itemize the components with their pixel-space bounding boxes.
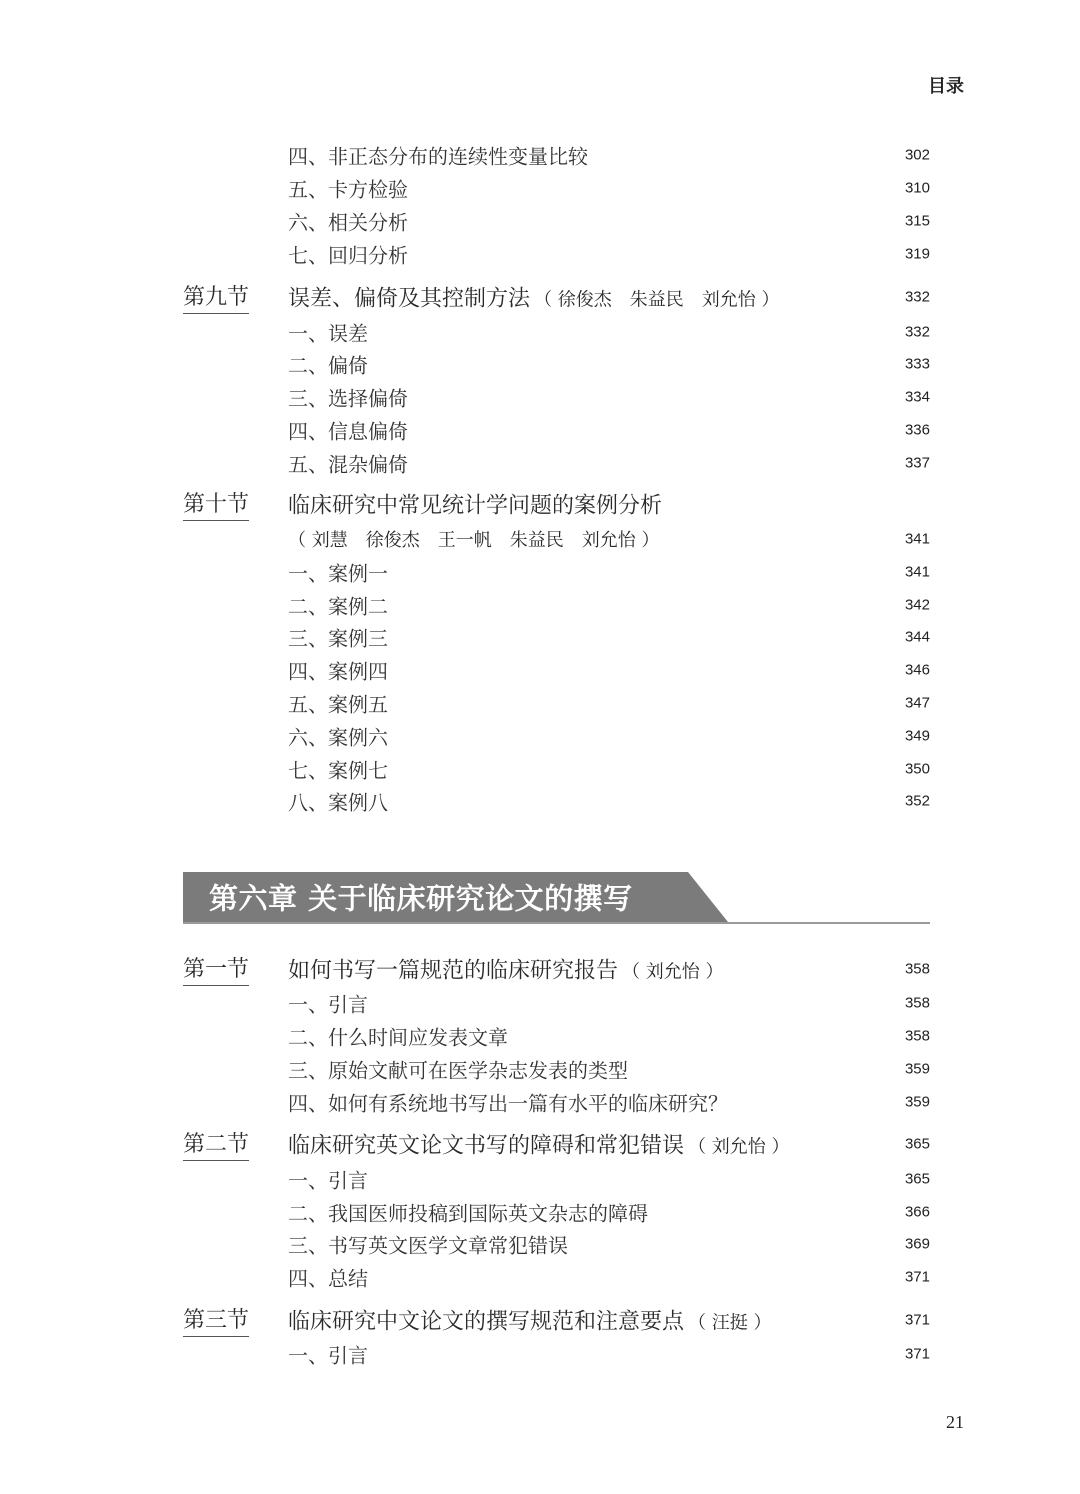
toc-entry[interactable] bbox=[0, 381, 1080, 413]
toc-entry-label: 五、案例五 bbox=[288, 692, 388, 717]
toc-entry-label: 六、案例六 bbox=[288, 725, 388, 750]
toc-entry-label: 三、书写英文医学文章常犯错误 bbox=[288, 1233, 568, 1258]
toc-entry[interactable] bbox=[0, 987, 1080, 1019]
toc-page-number: 347 bbox=[904, 694, 930, 712]
section-title: 临床研究中常见统计学问题的案例分析 bbox=[288, 493, 663, 519]
toc-entry-label: 一、引言 bbox=[288, 992, 368, 1017]
section-title-wrap bbox=[288, 282, 779, 313]
toc-entry-label: 四、如何有系统地书写出一篇有水平的临床研究？ bbox=[288, 1091, 728, 1116]
section-authors: （ 徐俊杰 朱益民 刘允怡 ） bbox=[534, 289, 780, 311]
toc-page-number: 371 bbox=[904, 1345, 930, 1363]
toc-entry-label: 二、什么时间应发表文章 bbox=[288, 1025, 508, 1050]
toc-entry[interactable] bbox=[0, 414, 1080, 446]
toc-entry[interactable] bbox=[0, 1196, 1080, 1228]
toc-section-heading[interactable] bbox=[0, 953, 1080, 985]
toc-page-number: 366 bbox=[904, 1203, 930, 1221]
toc-page-number: 341 bbox=[904, 563, 930, 581]
chapter-divider bbox=[183, 922, 930, 924]
toc-entry-label: 四、非正态分布的连续性变量比较 bbox=[288, 144, 588, 169]
toc-entry-label: 二、偏倚 bbox=[288, 353, 368, 378]
toc-page-number: 349 bbox=[904, 727, 930, 745]
toc-entry[interactable] bbox=[0, 556, 1080, 588]
toc-entry[interactable] bbox=[0, 1053, 1080, 1085]
toc-page-number: 365 bbox=[904, 1170, 930, 1188]
toc-entry-label: 五、卡方检验 bbox=[288, 177, 408, 202]
toc-entry[interactable] bbox=[0, 785, 1080, 817]
toc-entry[interactable] bbox=[0, 687, 1080, 719]
toc-section-heading[interactable] bbox=[0, 1304, 1080, 1336]
toc-page-number: 337 bbox=[904, 454, 930, 472]
toc-section-heading[interactable] bbox=[0, 281, 1080, 313]
toc-section-heading[interactable] bbox=[0, 1128, 1080, 1160]
toc-page-number: 332 bbox=[904, 288, 930, 306]
chapter-title: 第六章 关于临床研究论文的撰写 bbox=[209, 881, 633, 916]
section-number: 第二节 bbox=[183, 1127, 249, 1161]
toc-entry[interactable] bbox=[0, 720, 1080, 752]
toc-entry[interactable] bbox=[0, 1020, 1080, 1052]
section-number: 第十节 bbox=[183, 487, 249, 521]
toc-entry-label: 四、案例四 bbox=[288, 659, 388, 684]
toc-entry[interactable] bbox=[0, 1163, 1080, 1195]
toc-page-number: 371 bbox=[904, 1268, 930, 1286]
section-authors: （ 刘允怡 ） bbox=[622, 961, 724, 983]
section-title: 误差、偏倚及其控制方法 bbox=[288, 286, 531, 312]
toc-entry-label: 六、相关分析 bbox=[288, 210, 408, 235]
toc-page-number: 369 bbox=[904, 1235, 930, 1253]
toc-page-number: 319 bbox=[904, 245, 930, 263]
toc-entry[interactable] bbox=[0, 316, 1080, 348]
section-authors: （ 刘慧 徐俊杰 王一帆 朱益民 刘允怡 ） bbox=[288, 530, 660, 551]
toc-entry-label: 四、信息偏倚 bbox=[288, 419, 408, 444]
toc-entry[interactable] bbox=[0, 1086, 1080, 1118]
toc-entry[interactable] bbox=[0, 139, 1080, 171]
toc-page-number: 302 bbox=[904, 146, 930, 164]
toc-entry-label: 一、案例一 bbox=[288, 561, 388, 586]
toc-page-number: 342 bbox=[904, 596, 930, 614]
toc-entry-label: 五、混杂偏倚 bbox=[288, 452, 408, 477]
section-authors-line[interactable] bbox=[0, 523, 1080, 555]
toc-entry-label: 一、引言 bbox=[288, 1343, 368, 1368]
toc-entry-label: 七、回归分析 bbox=[288, 243, 408, 268]
chapter-banner[interactable] bbox=[183, 872, 930, 924]
toc-entry[interactable] bbox=[0, 589, 1080, 621]
toc-page-number: 315 bbox=[904, 212, 930, 230]
toc-entry[interactable] bbox=[0, 654, 1080, 686]
toc-entry-label: 三、原始文献可在医学杂志发表的类型 bbox=[288, 1058, 628, 1083]
toc-entry[interactable] bbox=[0, 1338, 1080, 1370]
toc-entry-label: 一、误差 bbox=[288, 321, 368, 346]
toc-page-number: 336 bbox=[904, 421, 930, 439]
section-title: 如何书写一篇规范的临床研究报告 bbox=[288, 958, 619, 984]
running-header: 目录 bbox=[928, 76, 964, 97]
toc-entry[interactable] bbox=[0, 753, 1080, 785]
toc-entry[interactable] bbox=[0, 447, 1080, 479]
toc-page-number: 352 bbox=[904, 792, 930, 810]
page-number: 21 bbox=[946, 1412, 964, 1432]
section-number: 第九节 bbox=[183, 280, 249, 314]
section-title: 临床研究英文论文书写的障碍和常犯错误 bbox=[288, 1133, 685, 1159]
toc-page-number: 333 bbox=[904, 355, 930, 373]
section-title-wrap bbox=[288, 1305, 771, 1336]
toc-entry-label: 三、选择偏倚 bbox=[288, 386, 408, 411]
toc-entry[interactable] bbox=[0, 238, 1080, 270]
toc-page-number: 358 bbox=[904, 1027, 930, 1045]
section-authors: （ 汪挺 ） bbox=[688, 1312, 772, 1334]
toc-entry[interactable] bbox=[0, 205, 1080, 237]
toc-page-number: 350 bbox=[904, 760, 930, 778]
toc-page-number: 359 bbox=[904, 1060, 930, 1078]
toc-entry-label: 二、案例二 bbox=[288, 594, 388, 619]
toc-entry[interactable] bbox=[0, 348, 1080, 380]
toc-entry[interactable] bbox=[0, 621, 1080, 653]
toc-entry[interactable] bbox=[0, 172, 1080, 204]
toc-page-number: 310 bbox=[904, 179, 930, 197]
section-authors: （ 刘允怡 ） bbox=[688, 1136, 790, 1158]
toc-entry-label: 四、总结 bbox=[288, 1266, 368, 1291]
toc-page-number: 371 bbox=[904, 1311, 930, 1329]
toc-page-number: 346 bbox=[904, 661, 930, 679]
section-title: 临床研究中文论文的撰写规范和注意要点 bbox=[288, 1309, 685, 1335]
toc-entry-label: 三、案例三 bbox=[288, 626, 388, 651]
toc-page-number: 358 bbox=[904, 994, 930, 1012]
toc-page-number: 332 bbox=[904, 323, 930, 341]
toc-entry-label: 二、我国医师投稿到国际英文杂志的障碍 bbox=[288, 1201, 648, 1226]
toc-entry-label: 一、引言 bbox=[288, 1168, 368, 1193]
toc-page-number: 344 bbox=[904, 628, 930, 646]
toc-section-heading[interactable] bbox=[0, 488, 1080, 520]
toc-page-number: 359 bbox=[904, 1093, 930, 1111]
toc-page-number: 341 bbox=[904, 530, 930, 548]
section-title-wrap bbox=[288, 954, 723, 985]
toc-page-number: 358 bbox=[904, 960, 930, 978]
section-title-wrap bbox=[288, 1129, 789, 1160]
toc-entry[interactable] bbox=[0, 1228, 1080, 1260]
section-number: 第三节 bbox=[183, 1303, 249, 1337]
toc-entry-label: 七、案例七 bbox=[288, 758, 388, 783]
toc-page-number: 365 bbox=[904, 1135, 930, 1153]
toc-page-number: 334 bbox=[904, 388, 930, 406]
toc-entry[interactable] bbox=[0, 1261, 1080, 1293]
toc-entry-label: 八、案例八 bbox=[288, 790, 388, 815]
section-number: 第一节 bbox=[183, 952, 249, 986]
